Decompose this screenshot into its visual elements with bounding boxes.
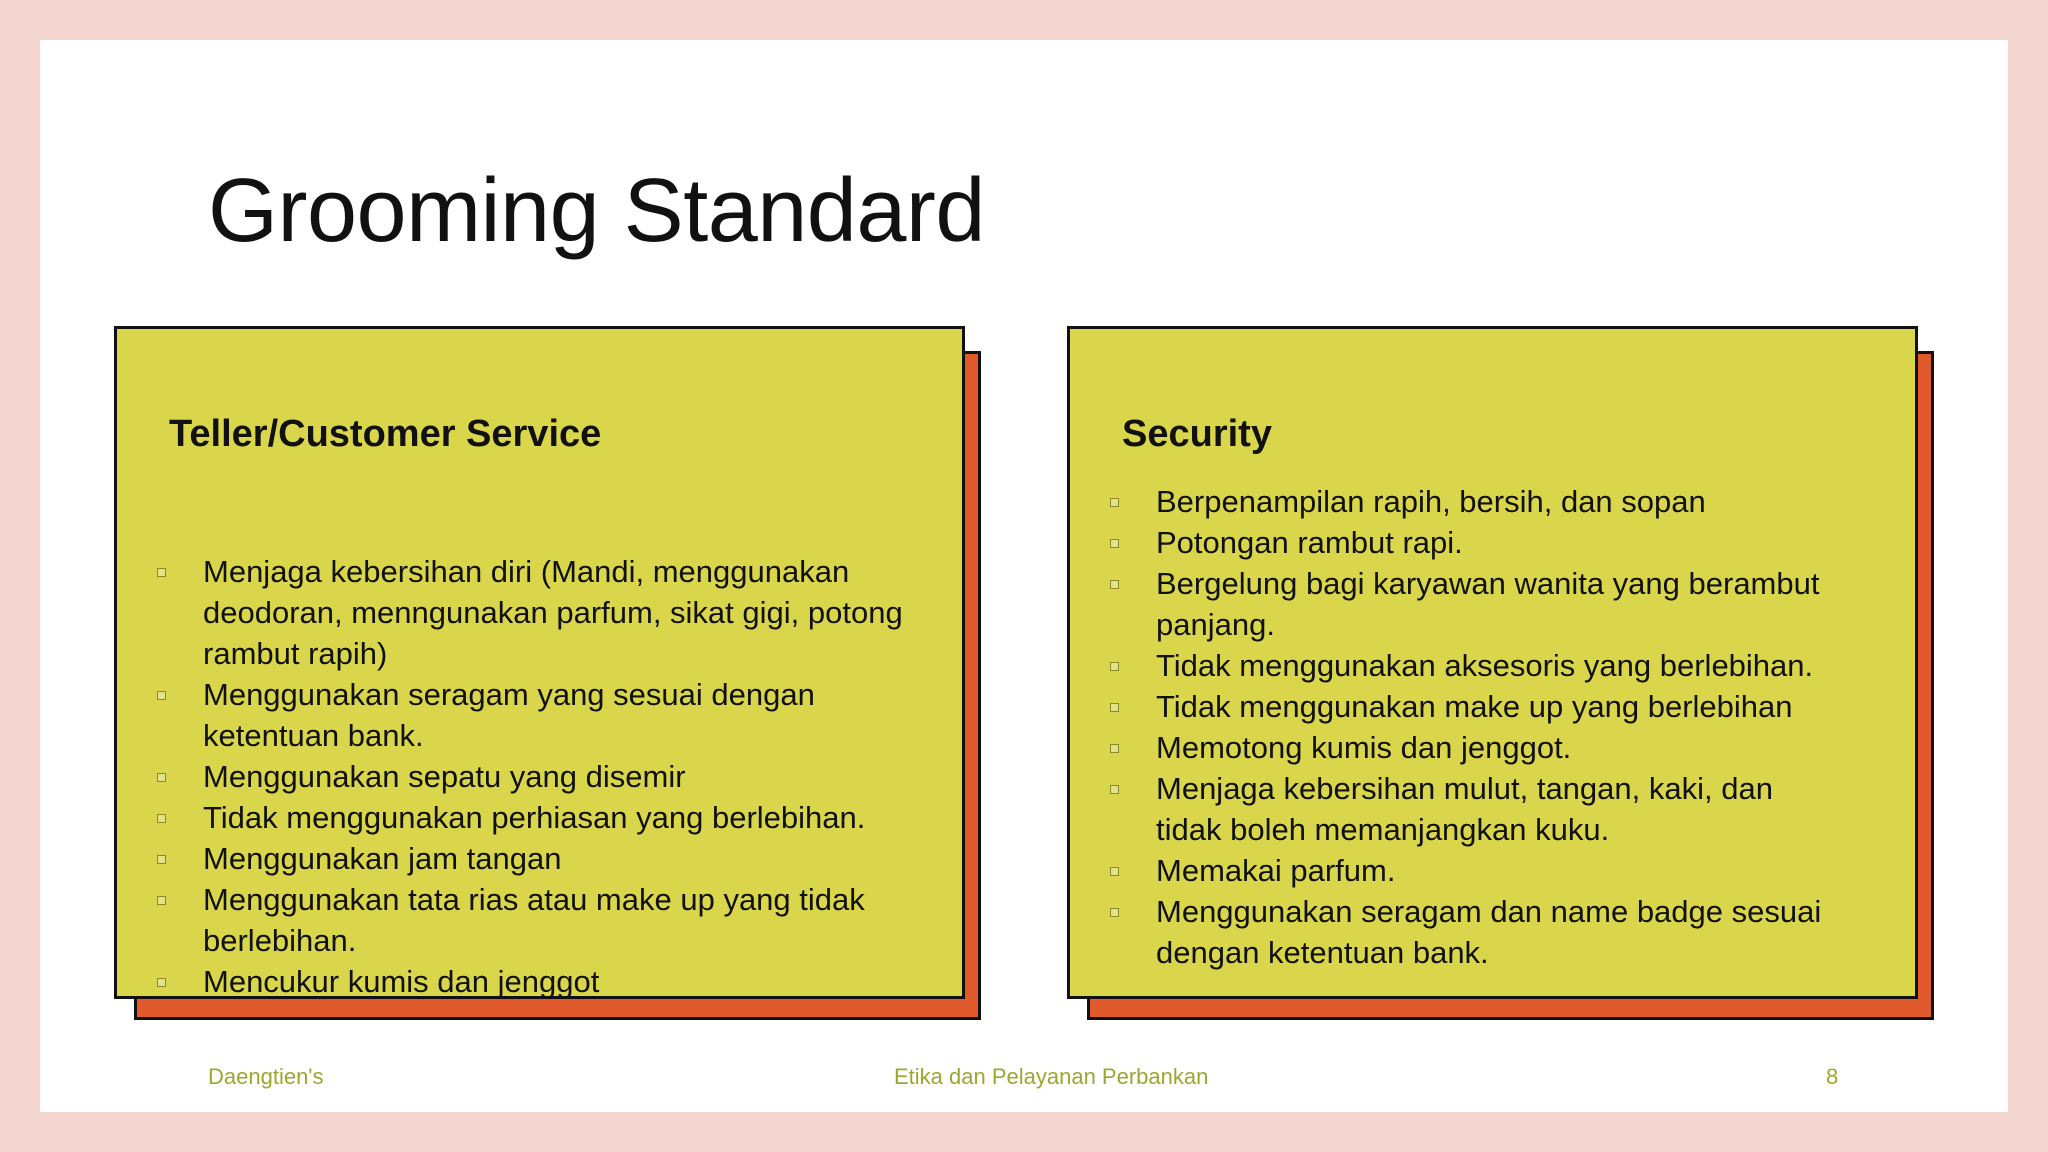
list-item-text: Menggunakan tata rias atau make up yang tidak berlebihan. <box>203 882 865 958</box>
list-item-text: Menggunakan seragam yang sesuai dengan ketentuan bank. <box>203 677 815 753</box>
list-item-text: Menggunakan jam tangan <box>203 841 562 876</box>
list-item <box>157 961 947 1002</box>
teller-card-panel <box>114 326 965 999</box>
square-bullet-icon <box>157 978 166 987</box>
square-bullet-icon <box>157 855 166 864</box>
list-item-text: Bergelung bagi karyawan wanita yang berambut panjang. <box>1156 566 1820 642</box>
slide <box>40 40 2008 1112</box>
list-item-text: Memotong kumis dan jenggot. <box>1156 730 1572 765</box>
list-item-text: Tidak menggunakan perhiasan yang berlebihan. <box>203 800 866 835</box>
square-bullet-icon <box>157 773 166 782</box>
square-bullet-icon <box>1110 744 1119 753</box>
list-item <box>1110 563 1900 645</box>
square-bullet-icon <box>1110 498 1119 507</box>
list-item-text: Menggunakan seragam dan name badge sesuai dengan ketentuan bank. <box>1156 894 1822 970</box>
list-item-text: Mencukur kumis dan jenggot <box>203 964 600 999</box>
teller-item-list <box>157 551 947 1002</box>
list-item-text: Menggunakan sepatu yang disemir <box>203 759 686 794</box>
square-bullet-icon <box>157 814 166 823</box>
list-item <box>157 756 947 797</box>
list-item <box>157 838 947 879</box>
list-item <box>1110 686 1900 727</box>
list-item <box>1110 481 1900 522</box>
list-item-text: Menjaga kebersihan diri (Mandi, menggunakan deodoran, menngunakan parfum, sikat gigi, potong rambut rapih) <box>203 554 903 671</box>
list-item <box>1110 850 1900 891</box>
list-item <box>157 551 947 674</box>
square-bullet-icon <box>1110 580 1119 589</box>
square-bullet-icon <box>1110 662 1119 671</box>
security-item-list <box>1110 481 1900 973</box>
security-card-heading: Security <box>1122 413 1272 455</box>
square-bullet-icon <box>157 568 166 577</box>
list-item <box>157 797 947 838</box>
list-item <box>1110 891 1900 973</box>
footer-course: Etika dan Pelayanan Perbankan <box>894 1064 1209 1089</box>
square-bullet-icon <box>1110 703 1119 712</box>
square-bullet-icon <box>1110 867 1119 876</box>
slide-title: Grooming Standard <box>208 161 985 261</box>
list-item-text: Tidak menggunakan aksesoris yang berlebihan. <box>1156 648 1814 683</box>
square-bullet-icon <box>1110 908 1119 917</box>
security-card-panel <box>1067 326 1918 999</box>
teller-card-heading: Teller/Customer Service <box>169 413 602 455</box>
square-bullet-icon <box>157 691 166 700</box>
list-item <box>1110 645 1900 686</box>
footer-author: Daengtien's <box>208 1064 324 1089</box>
square-bullet-icon <box>1110 539 1119 548</box>
list-item-text: Menjaga kebersihan mulut, tangan, kaki, dan tidak boleh memanjangkan kuku. <box>1156 771 1773 847</box>
list-item-text: Potongan rambut rapi. <box>1156 525 1463 560</box>
list-item <box>1110 522 1900 563</box>
list-item <box>157 674 947 756</box>
teller-card <box>114 326 984 1024</box>
list-item <box>157 879 947 961</box>
list-item-text: Tidak menggunakan make up yang berlebihan <box>1156 689 1793 724</box>
square-bullet-icon <box>1110 785 1119 794</box>
footer-page-number: 8 <box>1826 1064 1839 1089</box>
list-item <box>1110 727 1900 768</box>
list-item-text: Berpenampilan rapih, bersih, dan sopan <box>1156 484 1706 519</box>
security-card <box>1067 326 1937 1024</box>
list-item <box>1110 768 1900 850</box>
list-item-text: Memakai parfum. <box>1156 853 1396 888</box>
square-bullet-icon <box>157 896 166 905</box>
